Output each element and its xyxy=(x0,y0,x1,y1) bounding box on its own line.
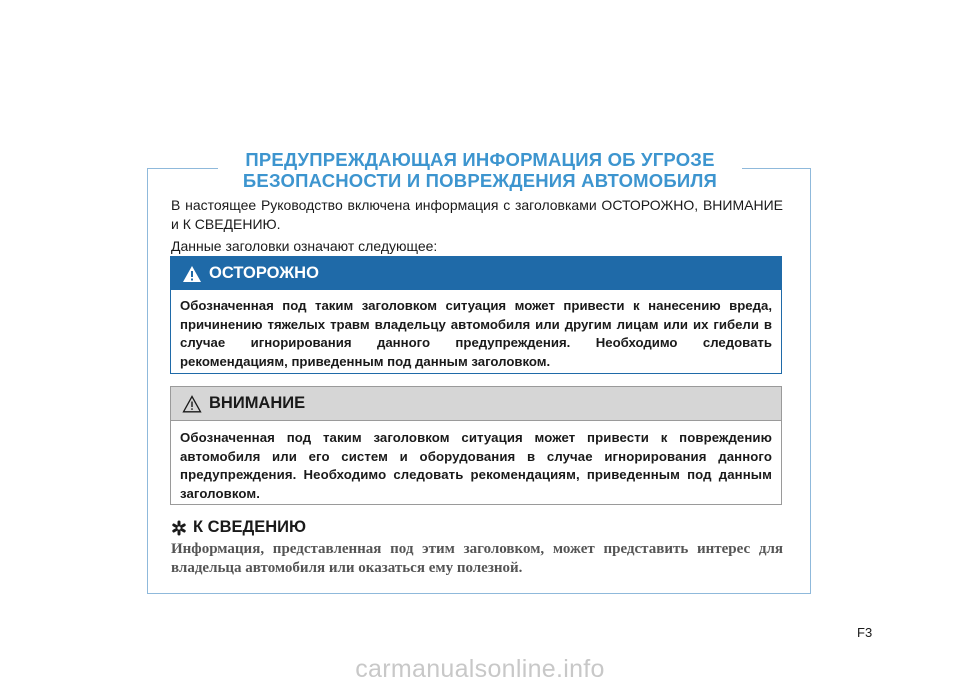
caution-box xyxy=(170,386,782,505)
note-header xyxy=(171,518,306,537)
note-text: Информация, представленная под этим заголовком, может представить интерес для владельца автомобиля или оказаться ему полезной. xyxy=(171,541,783,576)
caution-label: ВНИМАНИЕ xyxy=(209,394,306,412)
intro-paragraph-1: В настоящее Руководство включена информация с заголовками ОСТОРОЖНО, ВНИМАНИЕ и К СВЕДЕНИЮ. xyxy=(171,197,783,232)
caution-text: Обозначенная под таким заголовком ситуация может привести к повреждению автомобиля или его систем и оборудования в случае игнорирования данного предупреждения. Необходимо следовать рекомендациям, приведенным под данным заголовком. xyxy=(180,430,772,501)
warning-triangle-icon xyxy=(182,265,202,283)
intro-paragraph-2: Данные заголовки означают следующее: xyxy=(171,238,438,254)
section-title xyxy=(218,149,742,191)
warning-label: ОСТОРОЖНО xyxy=(209,264,319,282)
warning-text: Обозначенная под таким заголовком ситуация может привести к нанесению вреда, причинению тяжелых травм владельцу автомобиля или другим лицам или их гибели в случае игнорирования данного предупреждения. Необходимо следовать рекомендациям, приведенным под данным заголовком. xyxy=(180,298,772,369)
note-label: К СВЕДЕНИЮ xyxy=(193,518,307,536)
caution-header xyxy=(171,387,781,421)
asterisk-star-icon xyxy=(171,520,187,536)
section-title-line2: БЕЗОПАСНОСТИ И ПОВРЕЖДЕНИЯ АВТОМОБИЛЯ xyxy=(242,170,718,191)
watermark-text: carmanualsonline.info xyxy=(355,655,605,683)
caution-triangle-icon xyxy=(182,395,202,413)
page-number: F3 xyxy=(857,625,873,640)
warning-header xyxy=(171,257,781,290)
section-title-line1: ПРЕДУПРЕЖДАЮЩАЯ ИНФОРМАЦИЯ ОБ УГРОЗЕ xyxy=(245,149,715,170)
warning-box xyxy=(170,256,782,374)
intro-text xyxy=(171,196,783,256)
